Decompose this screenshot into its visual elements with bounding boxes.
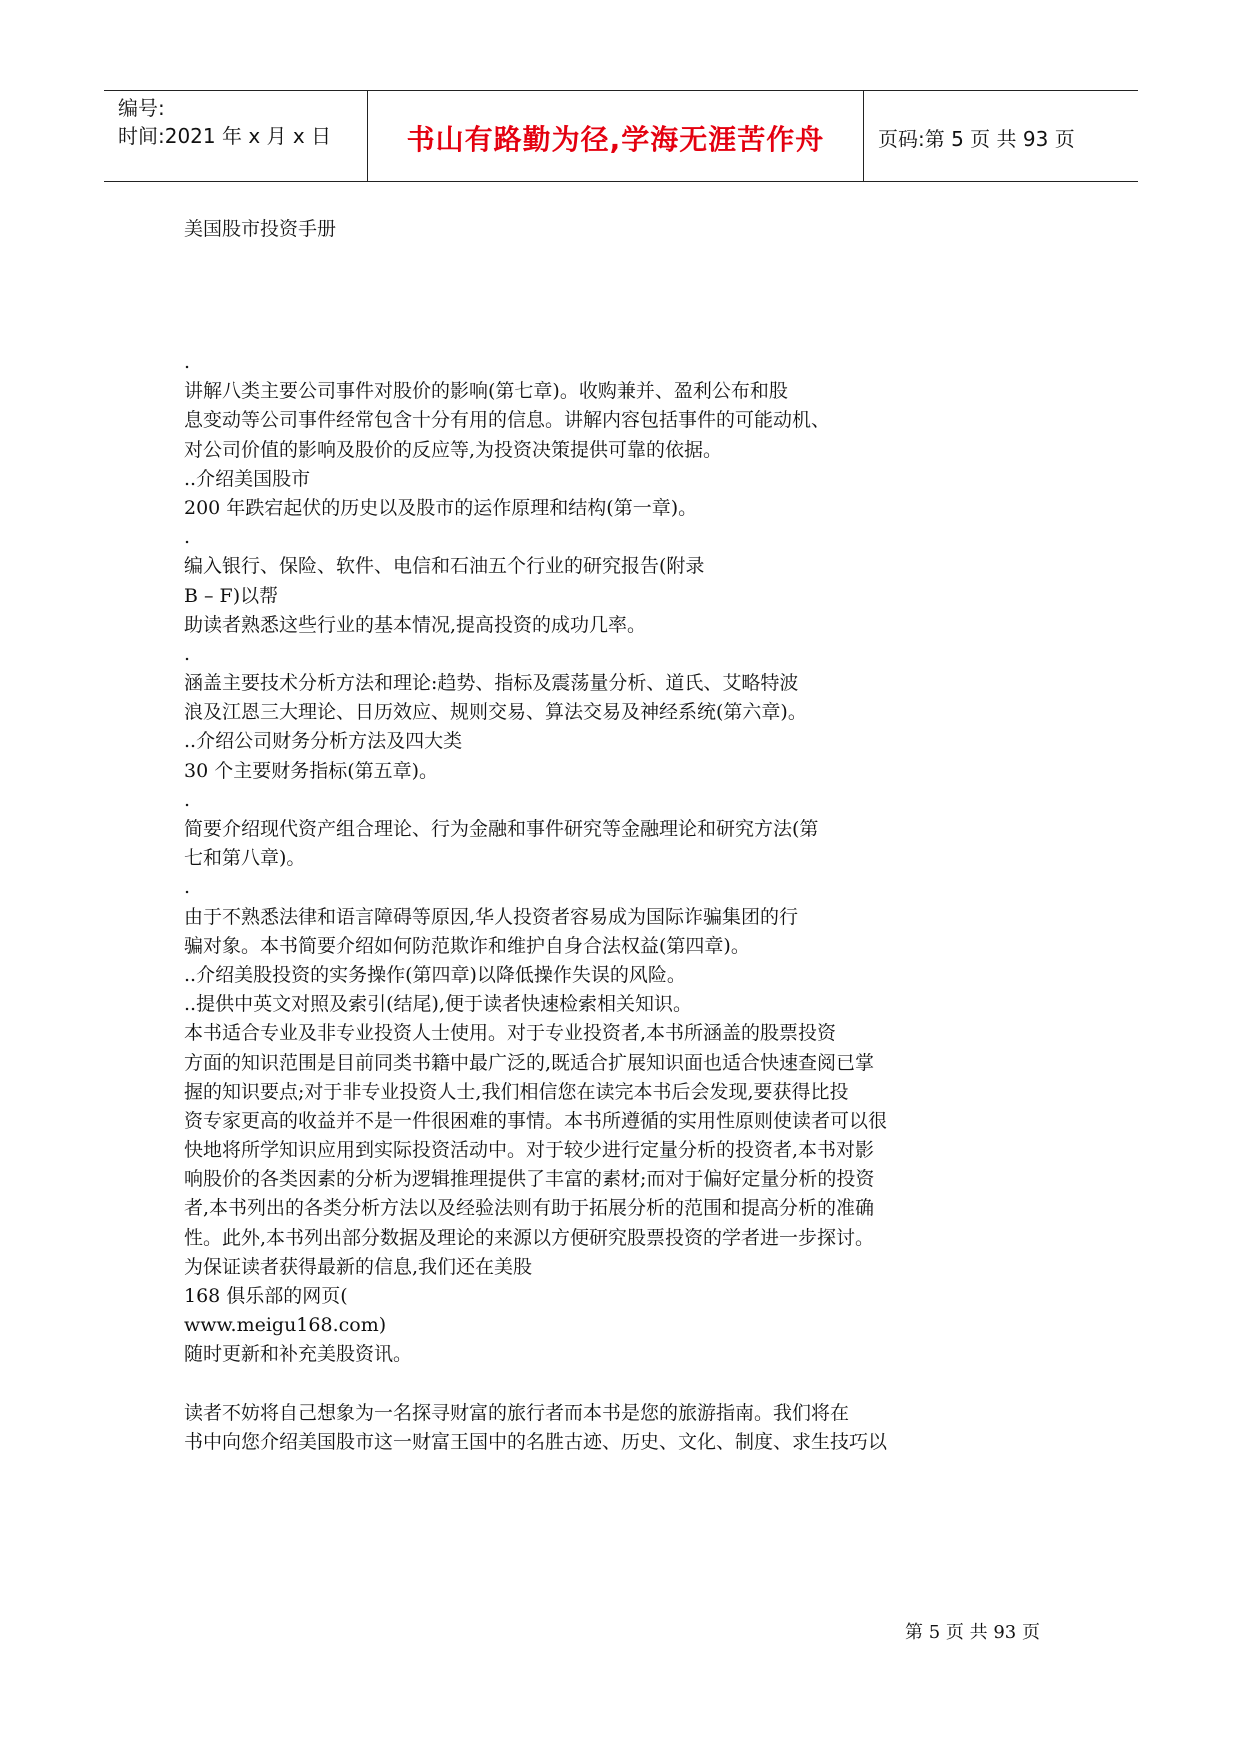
text-line: 握的知识要点;对于非专业投资人士,我们相信您在读完本书后会发现,要获得比投 — [184, 1080, 849, 1103]
text-line: 简要介绍现代资产组合理论、行为金融和事件研究等金融理论和研究方法(第 — [184, 818, 819, 840]
text-line: 由于不熟悉法律和语言障碍等原因,华人投资者容易成为国际诈骗集团的行 — [184, 905, 799, 928]
text-line: . — [184, 526, 191, 549]
text-line: 浪及江恩三大理论、日历效应、规则交易、算法交易及神经系统(第六章)。 — [184, 701, 807, 724]
text-line: ..介绍美股投资的实务操作(第四章)以降低操作失误的风险。 — [184, 963, 686, 986]
text-line: 讲解八类主要公司事件对股价的影响(第七章)。收购兼并、盈利公布和股 — [184, 380, 788, 403]
text-line: 快地将所学知识应用到实际投资活动中。对于较少进行定量分析的投资者,本书对影 — [184, 1139, 875, 1162]
header-info-cell — [104, 91, 368, 181]
document-title: 美国股市投资手册 — [184, 218, 337, 240]
text-line: 30 个主要财务指标(第五章)。 — [184, 759, 439, 782]
text-line: . — [184, 876, 191, 899]
text-line: 本书适合专业及非专业投资人士使用。对于专业投资者,本书所涵盖的股票投资 — [184, 1022, 837, 1045]
text-line: 性。此外,本书列出部分数据及理论的来源以方便研究股票投资的学者进一步探讨。 — [184, 1226, 875, 1249]
text-line: 七和第八章)。 — [184, 847, 306, 870]
number-label: 编号: — [118, 96, 165, 120]
header-page-cell — [864, 91, 1138, 181]
text-line: . — [184, 351, 191, 373]
header-page-label: 页码:第 5 页 共 93 页 — [878, 127, 1075, 151]
text-line: ..提供中英文对照及索引(结尾),便于读者快速检索相关知识。 — [184, 993, 692, 1016]
text-line: . — [184, 642, 191, 665]
time-label: 时间:2021 年 x 月 x 日 — [118, 124, 332, 148]
text-line: ..介绍美国股市 — [184, 467, 311, 490]
text-line: 读者不妨将自己想象为一名探寻财富的旅行者而本书是您的旅游指南。我们将在 — [184, 1401, 850, 1424]
text-line: 息变动等公司事件经常包含十分有用的信息。讲解内容包括事件的可能动机、 — [184, 409, 831, 432]
text-line: . — [184, 788, 191, 811]
page-footer: 第 5 页 共 93 页 — [905, 1622, 1040, 1643]
website-link[interactable]: www.meigu168.com) — [184, 1314, 387, 1337]
text-line: ..介绍公司财务分析方法及四大类 — [184, 730, 463, 753]
text-line: 响股价的各类因素的分析为逻辑推理提供了丰富的素材;而对于偏好定量分析的投资 — [184, 1168, 875, 1191]
text-line: 书中向您介绍美国股市这一财富王国中的名胜古迹、历史、文化、制度、求生技巧以 — [184, 1430, 888, 1453]
text-line: B – F)以帮 — [184, 584, 279, 607]
text-line: 随时更新和补充美股资讯。 — [184, 1343, 413, 1366]
text-line: 助读者熟悉这些行业的基本情况,提高投资的成功几率。 — [184, 613, 647, 636]
text-line: 者,本书列出的各类分析方法以及经验法则有助于拓展分析的范围和提高分析的准确 — [184, 1197, 875, 1220]
header-motto: 书山有路勤为径,学海无涯苦作舟 — [406, 123, 825, 156]
text-line: 对公司价值的影响及股价的反应等,为投资决策提供可靠的依据。 — [184, 438, 723, 461]
text-line: 168 俱乐部的网页( — [184, 1285, 348, 1307]
text-line: 涵盖主要技术分析方法和理论:趋势、指标及震荡量分析、道氏、艾略特波 — [184, 672, 799, 695]
text-line: 资专家更高的收益并不是一件很困难的事情。本书所遵循的实用性原则使读者可以很 — [184, 1109, 888, 1132]
header-motto-cell — [368, 91, 864, 181]
document-header — [104, 90, 1138, 182]
text-line: 骗对象。本书简要介绍如何防范欺诈和维护自身合法权益(第四章)。 — [184, 934, 750, 957]
text-line: 方面的知识范围是目前同类书籍中最广泛的,既适合扩展知识面也适合快速查阅已掌 — [184, 1051, 875, 1074]
text-line: 为保证读者获得最新的信息,我们还在美股 — [184, 1255, 533, 1278]
text-line: 200 年跌宕起伏的历史以及股市的运作原理和结构(第一章)。 — [184, 496, 698, 519]
text-line: 编入银行、保险、软件、电信和石油五个行业的研究报告(附录 — [184, 555, 705, 578]
body-text — [184, 348, 1014, 1457]
